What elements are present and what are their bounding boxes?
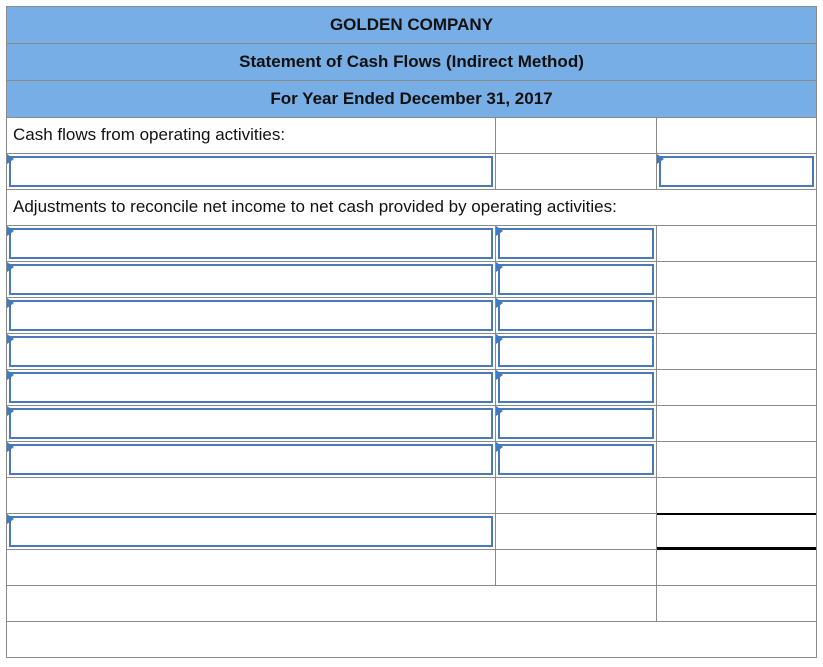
company-name: GOLDEN COMPANY — [329, 15, 494, 34]
adjustment-item-dropdown[interactable] — [9, 372, 493, 403]
adjustment-amount-input[interactable] — [498, 444, 654, 475]
net-income-row — [7, 154, 816, 190]
adjustment-item-dropdown[interactable] — [9, 264, 493, 295]
adjustment-amount-input[interactable] — [498, 300, 654, 331]
adjustment-item-dropdown[interactable] — [9, 408, 493, 439]
net-cash-row — [7, 514, 816, 550]
dropdown-marker-icon — [496, 442, 503, 452]
amount-cell — [496, 118, 657, 153]
adjustment-row — [7, 370, 816, 406]
operating-activities-label: Cash flows from operating activities: — [13, 125, 286, 144]
adjustment-item-dropdown[interactable] — [9, 228, 493, 259]
adjustment-item-dropdown[interactable] — [9, 300, 493, 331]
dropdown-marker-icon — [496, 370, 503, 380]
dropdown-marker-icon — [496, 334, 503, 344]
net-income-amount-input[interactable] — [659, 156, 814, 187]
adjustment-row — [7, 334, 816, 370]
statement-title: Statement of Cash Flows (Indirect Method) — [239, 52, 584, 71]
dropdown-marker-icon — [7, 154, 14, 164]
company-name-header — [7, 7, 816, 44]
dropdown-marker-icon — [7, 370, 14, 380]
net-cash-label-dropdown[interactable] — [9, 516, 493, 547]
net-income-label-cell — [7, 154, 496, 189]
statement-title-header — [7, 44, 816, 81]
adjustment-item-dropdown[interactable] — [9, 336, 493, 367]
cash-flow-statement-worksheet — [6, 6, 817, 658]
net-cash-total-cell — [657, 514, 816, 549]
adjustments-row — [7, 190, 816, 226]
dropdown-marker-icon — [7, 298, 14, 308]
single-underline — [657, 513, 816, 515]
amount-cell — [496, 154, 657, 189]
dropdown-marker-icon — [657, 154, 664, 164]
total-cell — [657, 118, 816, 153]
statement-period: For Year Ended December 31, 2017 — [270, 89, 553, 108]
adjustment-amount-input[interactable] — [498, 264, 654, 295]
blank-row — [7, 622, 816, 658]
dropdown-marker-icon — [496, 226, 503, 236]
net-income-label-dropdown[interactable] — [9, 156, 493, 187]
net-income-amount-cell — [657, 154, 816, 189]
adjustment-amount-input[interactable] — [498, 408, 654, 439]
blank-row — [7, 550, 816, 586]
adjustment-row — [7, 442, 816, 478]
dropdown-marker-icon — [7, 442, 14, 452]
dropdown-marker-icon — [496, 406, 503, 416]
adjustment-row — [7, 298, 816, 334]
adjustment-row — [7, 406, 816, 442]
dropdown-marker-icon — [7, 226, 14, 236]
dropdown-marker-icon — [496, 298, 503, 308]
adjustment-item-dropdown[interactable] — [9, 444, 493, 475]
period-header — [7, 81, 816, 118]
operating-label-cell — [7, 118, 496, 153]
adjustment-row — [7, 262, 816, 298]
dropdown-marker-icon — [7, 406, 14, 416]
dropdown-marker-icon — [7, 514, 14, 524]
blank-row — [7, 586, 816, 622]
operating-activities-row — [7, 118, 816, 154]
dropdown-marker-icon — [7, 262, 14, 272]
adjustments-label: Adjustments to reconcile net income to net cash provided by operating activities: — [13, 197, 617, 216]
adjustment-amount-input[interactable] — [498, 336, 654, 367]
dropdown-marker-icon — [7, 334, 14, 344]
dropdown-marker-icon — [496, 262, 503, 272]
adjustment-row — [7, 226, 816, 262]
blank-row — [7, 478, 816, 514]
adjustment-amount-input[interactable] — [498, 228, 654, 259]
adjustment-amount-input[interactable] — [498, 372, 654, 403]
